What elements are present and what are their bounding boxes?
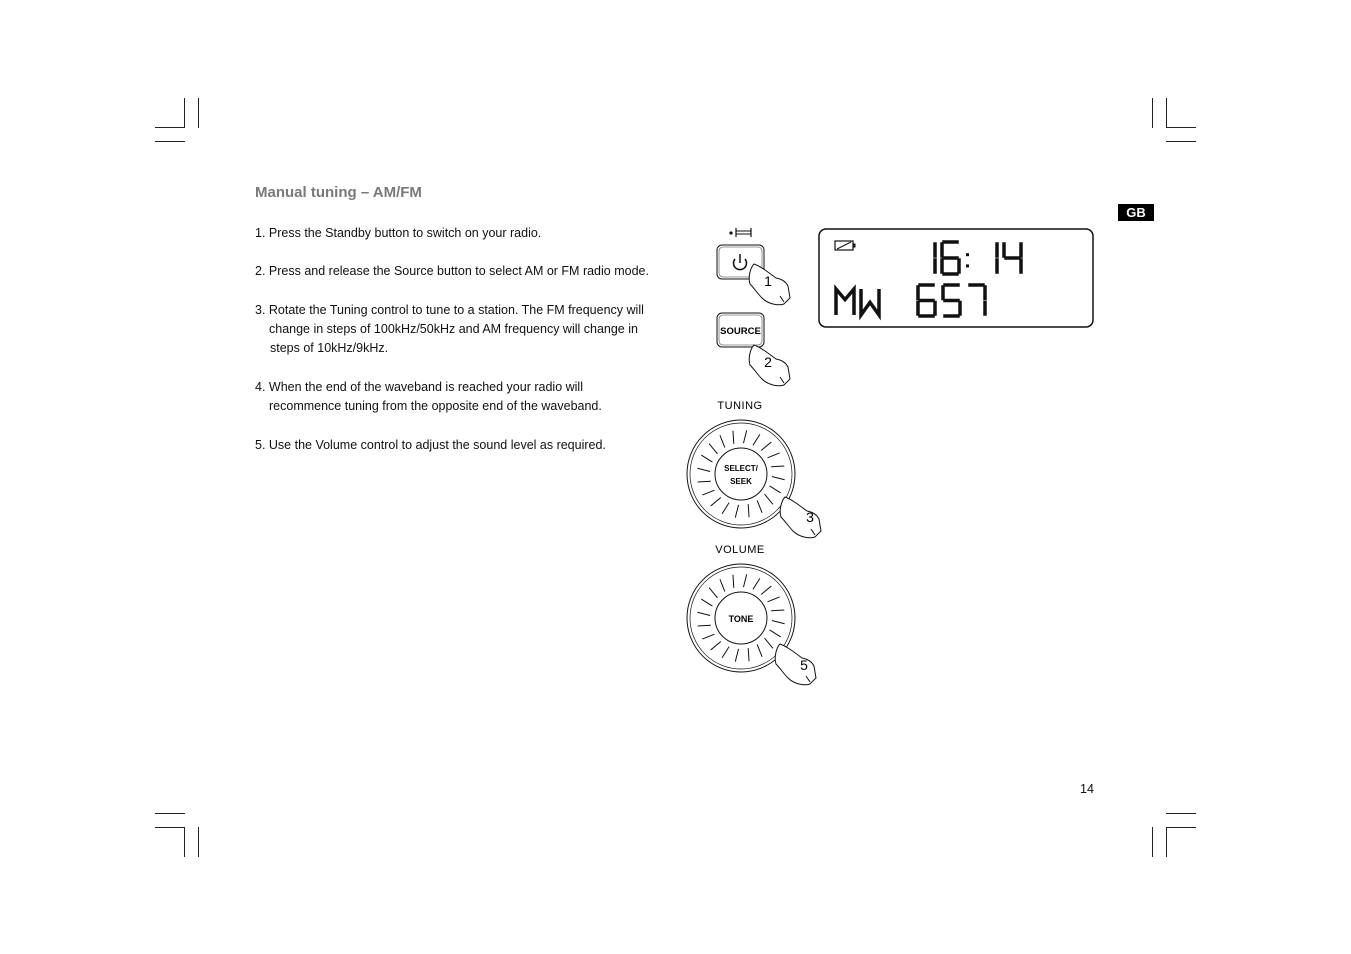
callout-1: 1 [764, 273, 772, 289]
page-number: 14 [1080, 782, 1094, 796]
pointing-hand-icon [780, 497, 821, 538]
tuning-label: TUNING [717, 400, 763, 412]
callout-5: 5 [800, 657, 808, 673]
crop-mark [1152, 98, 1153, 128]
lcd-display [818, 228, 1096, 330]
callout-3: 3 [806, 509, 814, 525]
crop-mark [155, 813, 185, 814]
step-5 [255, 436, 675, 455]
lcd-colon [966, 253, 969, 256]
crop-mark [1166, 98, 1167, 128]
crop-mark [155, 827, 185, 828]
step-text: change in steps of 100kHz/50kHz and AM frequency will change in [269, 322, 638, 336]
step-text: steps of 10kHz/9kHz. [270, 341, 389, 355]
tuning-knob[interactable] [687, 420, 795, 528]
crop-mark [1166, 827, 1167, 857]
step-2 [255, 262, 675, 281]
step-text: 3. Rotate the Tuning control to tune to a station. The FM frequency will [255, 303, 644, 317]
callout-2: 2 [764, 354, 772, 370]
step-text: 4. When the end of the waveband is reached your radio will [255, 380, 583, 394]
crop-mark [155, 127, 185, 128]
alarm-icon [729, 228, 751, 237]
step-text: 5. Use the Volume control to adjust the sound level as required. [255, 438, 606, 452]
lcd-colon [966, 264, 969, 267]
tuning-knob-label: SELECT/ [724, 464, 758, 473]
language-badge: GB [1118, 204, 1154, 221]
crop-mark [1152, 827, 1153, 857]
crop-mark [198, 827, 199, 857]
crop-mark [1166, 827, 1196, 828]
crop-mark [198, 98, 199, 128]
source-button-label: SOURCE [720, 326, 761, 337]
step-3 [255, 301, 675, 358]
crop-mark [184, 827, 185, 857]
tuning-knob-label: SEEK [730, 477, 752, 486]
pointing-hand-icon [775, 644, 816, 685]
crop-mark [1166, 127, 1196, 128]
source-button[interactable] [717, 313, 764, 347]
volume-knob-label: TONE [728, 614, 754, 624]
step-text: 2. Press and release the Source button to select AM or FM radio mode. [255, 264, 649, 278]
volume-label: VOLUME [715, 544, 765, 556]
step-1 [255, 224, 675, 243]
step-text: 1. Press the Standby button to switch on your radio. [255, 226, 542, 240]
step-4 [255, 378, 675, 416]
step-text: recommence tuning from the opposite end of the waveband. [269, 399, 602, 413]
crop-mark [155, 141, 185, 142]
crop-mark [184, 98, 185, 128]
crop-mark [1166, 141, 1196, 142]
section-title: Manual tuning – AM/FM [255, 184, 422, 201]
crop-mark [1166, 813, 1196, 814]
